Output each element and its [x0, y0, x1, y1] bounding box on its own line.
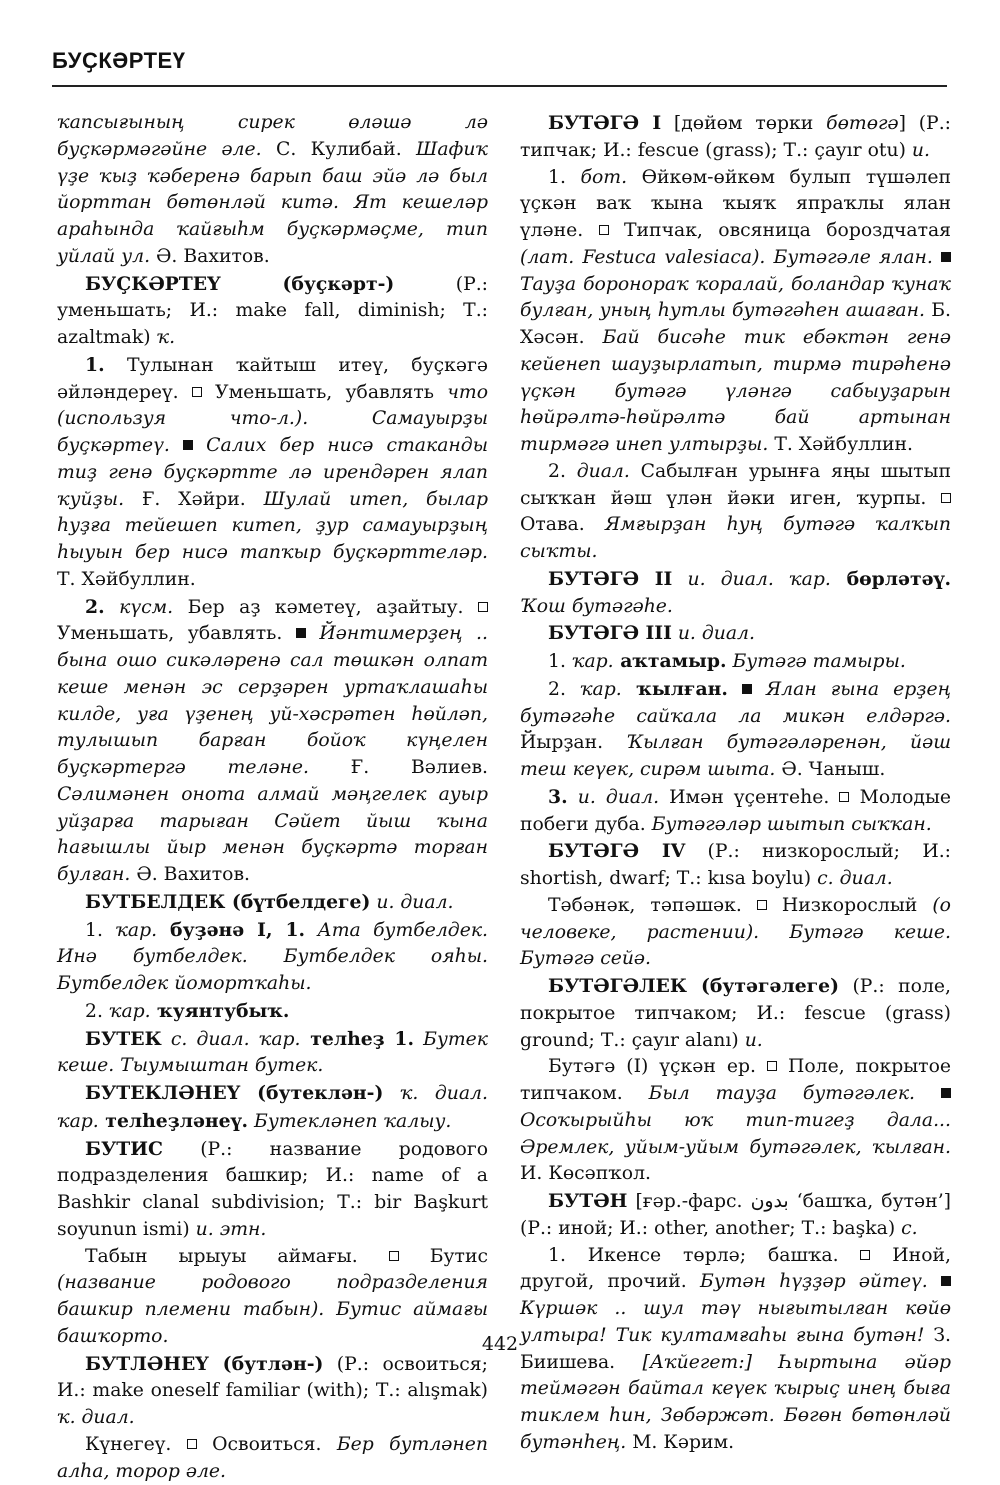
body-text: Типчак, овсяница бороздчатая — [608, 220, 952, 241]
italic-text: Бай бисәһе тик ебәктән генә кейенеп шауҙырлатып, тирмә тирәһенә үҫкән бутәгә үләнгә сабыуҙарын һөйрәлтә-һөйрәлтә бай артынан тирмәгә инеп ултырҙы. — [520, 327, 952, 455]
dictionary-paragraph — [57, 352, 488, 594]
translation-marker-icon — [599, 225, 609, 235]
body-text: [ғәр.-фарс. بدون ‘башҡа, бутән’] (Р.: иной; И.: other, another; Т.: başka) — [520, 1191, 951, 1239]
italic-text: күсм. — [104, 596, 174, 618]
headword-text: БУТӘГӘ II — [548, 567, 673, 590]
dictionary-paragraph — [520, 893, 951, 973]
italic-text: Был тауҙа бутәгәлек. — [648, 1083, 916, 1104]
example-marker-icon — [296, 628, 306, 638]
body-text: Ғ. Вәлиев. — [309, 757, 488, 778]
body-text: Поле, покрытое типчаком. — [520, 1056, 951, 1104]
body-text: ] (Р.: типчак; И.: fescue (grass); Т.: çayır otu) — [520, 113, 951, 161]
body-text: Бутис — [398, 1245, 488, 1267]
italic-text: [Аҡйегет:] Һыртына әйәр теймәгән байтал кеүек ҡырыҫ инең быға тиклем һин, Зөбәржәт. Бөгөн бөтөнләй бутәнһең. — [520, 1351, 951, 1453]
dictionary-paragraph — [520, 165, 951, 459]
dictionary-paragraph — [57, 1351, 488, 1432]
example-marker-icon — [941, 1088, 951, 1098]
body-text: М. Кәрим. — [626, 1431, 735, 1453]
headword-text: аҡтамыр. — [613, 650, 727, 672]
dictionary-paragraph — [57, 889, 488, 917]
body-text: Ә. Вахитов. — [150, 245, 270, 267]
body-text: (Р.: поле, покрытое типчаком; И.: fescue (grass) ground; Т.: çayır alanı) — [520, 976, 951, 1051]
translation-marker-icon — [860, 1250, 870, 1260]
italic-text: Бер бутләнеп алһа, торор әле. — [57, 1433, 488, 1482]
italic-text: (лат. Festuca valesiaca). Бутәгәле ялан. — [520, 246, 933, 268]
italic-text: и. — [744, 1029, 763, 1051]
dictionary-paragraph — [520, 973, 951, 1054]
italic-text: Тауҙа боронораҡ ҡоралай, боландар ҡунаҡ булған, уның һутлы бутәгәһен ашаған. — [520, 273, 951, 322]
italic-text: ҡар. — [579, 678, 622, 700]
italic-text: Ялан ғына ерҙең бутәгәһе сайҡала ла микән елдәргә. — [520, 678, 951, 727]
body-text: Күнегеү. — [85, 1433, 187, 1455]
body-text: 1. — [85, 919, 116, 941]
translation-marker-icon — [941, 493, 951, 503]
headword-text: БУТӘГӘ IV — [548, 840, 686, 863]
body-text: Ә. Вахитов. — [130, 864, 251, 885]
headword-text: БУТБЕЛДЕК (бүтбелдеге) — [85, 890, 371, 913]
body-text: Ғ. Хәйри. — [124, 488, 264, 510]
italic-text: Ата бутбелдек. Инә бутбелдек. Бутбелдек ояһы. Бутбелдек йомортҡаһы. — [57, 919, 488, 994]
dictionary-paragraph — [520, 784, 951, 839]
body-text: Освоиться. — [196, 1433, 337, 1455]
headword-text: 3. — [548, 785, 568, 808]
body-text: Имән үҫентеһе. — [659, 786, 840, 808]
italic-text: Ҡылған бутәгәләренән, йәш теш кеүек, сирәм шыта. — [520, 732, 951, 780]
body-text: 1. — [548, 651, 572, 672]
italic-text: и. — [911, 139, 930, 161]
italic-text: ҡар. — [115, 919, 158, 941]
italic-text: ҡ. — [156, 327, 176, 348]
dictionary-paragraph — [520, 566, 951, 621]
headword-text: 2. — [85, 595, 105, 618]
body-text: Низкорослый — [766, 894, 933, 916]
body-text: Б. Хәсән. — [520, 300, 951, 348]
italic-text: Салих бер нисә стаканды тиҙ генә буҫкәрттe лә ирендәрен ялап ҡуйҙы. — [57, 435, 488, 510]
body-text: (Р.: низкорослый; И.: shortish, dwarf; Т.: kısa boylu) — [520, 841, 951, 889]
italic-text: Бутекләнеп ҡалыу. — [248, 1110, 452, 1132]
italic-text: (о человеке, растении). Бутәгә кеше. Бутәгә сейә. — [520, 894, 951, 970]
body-text — [728, 679, 742, 700]
body-text: Т. Хәйбуллин. — [57, 568, 196, 590]
body-text: Сабылған урынға яңы шытып сыҡҡан йәш үлән йәки иген, ҡурпы. — [520, 460, 951, 509]
italic-text: Күршәк .. шул тәү нығытылған көйө ултыра! Тик култамғаһы ғына бутән! — [520, 1298, 951, 1346]
example-marker-icon — [183, 440, 193, 450]
italic-text: ҡ. диал. ҡар. — [57, 1083, 488, 1132]
body-text: Йырҙан. — [520, 732, 627, 754]
italic-text: Йәнтимерҙең .. бына ошо сикәләренә сал төшкән олпат кеше менән эс серҙәрен уртаҡлашаһы килде, уға үҙенең уй-хәсрәтен һөйләп, тулышып барған бойоҡ күңелен буҫкәртергә теләне. — [57, 623, 488, 778]
italic-text: ҡапсығының сирек өләшә лә буҫкәрмәгәйне әле. — [57, 112, 488, 160]
headword-text: телһеҙ 1. — [300, 1027, 414, 1050]
headword-text: БУТӘГӘ I — [548, 112, 662, 134]
dictionary-paragraph — [520, 838, 951, 893]
example-marker-icon — [941, 252, 951, 262]
headword-text: ҡуянтубыҡ. — [150, 999, 290, 1022]
translation-marker-icon — [839, 792, 849, 802]
headword-text: БУҪКӘРТЕҮ (буҫкәрт-) — [85, 272, 395, 295]
headword-text: ҡылған. — [621, 677, 728, 700]
dictionary-paragraph — [57, 271, 488, 352]
dictionary-paragraph — [520, 620, 951, 648]
italic-text: бөтөгә — [826, 113, 899, 134]
body-text: Уменьшать, убавлять. — [57, 623, 296, 645]
body-text: Уменьшать, убавлять — [201, 381, 448, 403]
italic-text: с. диал. ҡар. — [161, 1028, 301, 1050]
headword-text: буҙәнә I, 1. — [157, 918, 306, 941]
body-text: (Р.: название родового подразделения башкир; И.: name of a Bashkir clanal subdivision; Т.: bir Başkurt soyunun ismi) — [57, 1138, 488, 1240]
body-text: Т. Хәйбуллин. — [768, 434, 914, 455]
body-text: Ә. Чаныш. — [775, 759, 886, 780]
header-rule — [52, 85, 947, 87]
italic-text: ҡар. — [108, 1000, 151, 1022]
italic-text: Сәлимәнен онота алмай мәңгелек ауыр уйҙарға тарыған Сәйет йыш ҡына һағышлы йыр менән буҫкәртә торған булған. — [57, 783, 488, 885]
italic-text: ҡ. диал. — [57, 1407, 135, 1428]
italic-text: диал. — [576, 460, 630, 482]
body-text: Табын ырыуы аймағы. — [85, 1245, 389, 1267]
italic-text: Ҡош бутәгәһе. — [520, 595, 673, 617]
italic-text: и. этн. — [195, 1218, 267, 1240]
body-text: Өйкөм-өйкөм булып түшәлеп үҫкән ваҡ ҡына ҡыяҡ япраҡлы ялан үләне. — [520, 166, 952, 241]
translation-marker-icon — [767, 1061, 777, 1071]
right-column — [520, 110, 951, 1457]
italic-text: Шафиҡ үҙе ҡыҙ ҡәберенә барып баш эйә лә был йорттан бөтөнләй китә. Ят кешеләр араһында ҡайғыһм буҫкәрмәҫме, тип уйлай ул. — [57, 138, 488, 267]
dictionary-paragraph — [520, 648, 951, 676]
body-text: Отава. — [520, 514, 605, 536]
italic-text: Осоҡырыйһы юҡ тип-тигеҙ дала... Әремлек, уйым-уйым бутәгәлек, ҡылған. — [520, 1109, 951, 1158]
italic-text: Бутек кеше. Тыумыштан бутек. — [57, 1028, 488, 1077]
italic-text: и. диал. — [567, 786, 660, 808]
italic-text: и. диал. ҡар. — [672, 568, 831, 590]
body-text: 1. — [548, 166, 581, 188]
italic-text: и. диал. — [370, 891, 454, 913]
body-text: Бутәгә (I) үҫкән ер. — [548, 1056, 767, 1078]
headword-text: 1. — [85, 353, 105, 376]
dictionary-paragraph — [57, 594, 488, 889]
translation-marker-icon — [187, 1439, 197, 1449]
italic-text: Бутән һүҙҙәр әйтеү. — [700, 1271, 928, 1293]
italic-text: Бутәгә тамыры. — [726, 651, 906, 672]
translation-marker-icon — [192, 387, 202, 397]
page-header: БУҪКӘРТЕҮ — [52, 48, 186, 73]
body-text: Бер аҙ кәметеү, аҙайтыу. — [173, 596, 479, 618]
dictionary-paragraph — [57, 1432, 488, 1485]
dictionary-paragraph — [520, 459, 951, 566]
body-text: 2. — [548, 460, 577, 482]
dictionary-paragraph — [520, 110, 951, 165]
left-column — [57, 110, 488, 1485]
dictionary-paragraph — [520, 1054, 951, 1188]
body-text: Иной, другой, прочий. — [520, 1244, 951, 1293]
body-text: 2. — [548, 678, 580, 700]
body-text: (Р.: освоиться; И.: make oneself familiar (with); Т.: alışmak) — [57, 1353, 488, 1402]
italic-text: ҡар. — [571, 651, 614, 672]
example-marker-icon — [742, 684, 752, 694]
body-text: [дөйөм төрки — [661, 113, 827, 134]
italic-text: что (используя что-л.). Самауырҙы буҫкәртеү. — [57, 381, 489, 456]
dictionary-paragraph — [57, 998, 488, 1026]
body-text: С. Кулибай. — [261, 138, 416, 160]
translation-marker-icon — [757, 900, 767, 910]
headword-text: БУТӘН — [548, 1190, 628, 1212]
body-text: Тулынан ҡайтыш итеү, буҫкәгә әйләндереү. — [57, 354, 488, 403]
italic-text: бот. — [580, 166, 628, 188]
headword-text: БУТӘГӘЛЕК (бутәгәлеге) — [548, 975, 839, 997]
headword-text: бөрләтәү. — [830, 567, 951, 590]
body-text: (Р.: уменьшать; И.: make fall, diminish; Т.: azaltmak) — [57, 273, 488, 348]
italic-text: Бутәгәләр шытып сыҡҡан. — [651, 813, 932, 835]
italic-text: с. — [901, 1217, 918, 1239]
headword-text: БУТЛӘНЕҮ (бутлән-) — [85, 1352, 324, 1375]
body-text — [170, 435, 183, 456]
translation-marker-icon — [478, 602, 488, 612]
body-text: 1. Икенсе төрлә; башҡа. — [548, 1244, 861, 1266]
dictionary-paragraph — [57, 1080, 488, 1136]
body-text — [928, 1271, 941, 1292]
headword-text: телһеҙләнеү. — [98, 1109, 249, 1132]
body-text: Молодые побеги дуба. — [520, 786, 952, 835]
italic-text: и. диал. — [671, 623, 755, 645]
body-text: Тәбәнәк, тәпәшәк. — [548, 894, 757, 916]
dictionary-paragraph — [57, 1026, 488, 1081]
headword-text: БУТИС — [85, 1137, 163, 1160]
dictionary-paragraph — [520, 676, 951, 784]
body-text — [933, 247, 941, 268]
italic-text: Шулай итеп, былар һуҙға тейешеп китеп, ҙур самауырҙың һыуын бер нисә тапҡыр буҫкәрттеләр. — [57, 488, 488, 563]
body-text — [915, 1083, 941, 1104]
dictionary-paragraph — [520, 1188, 951, 1243]
dictionary-paragraph — [57, 1136, 488, 1244]
dictionary-paragraph — [57, 110, 488, 271]
italic-text: Ямғырҙан һуң бутәгә ҡалҡып сыҡты. — [520, 514, 951, 562]
headword-text: БУТӘГӘ III — [548, 622, 672, 645]
headword-text: БУТЕК — [85, 1027, 162, 1050]
dictionary-paragraph — [57, 917, 488, 998]
page-number: 442 — [481, 1333, 519, 1355]
italic-text: (название родового подразделения башкир племени табын). Бутис аймағы башҡорто. — [57, 1272, 488, 1347]
headword-text: БУТЕКЛӘНЕҮ (бутеклән-) — [85, 1082, 384, 1104]
italic-text: с. диал. — [817, 868, 893, 889]
body-text: И. Көсәпҡол. — [520, 1163, 651, 1185]
body-text: 2. — [85, 1000, 109, 1022]
body-text: З. Биишева. — [520, 1324, 951, 1373]
translation-marker-icon — [389, 1251, 399, 1261]
example-marker-icon — [941, 1276, 951, 1286]
